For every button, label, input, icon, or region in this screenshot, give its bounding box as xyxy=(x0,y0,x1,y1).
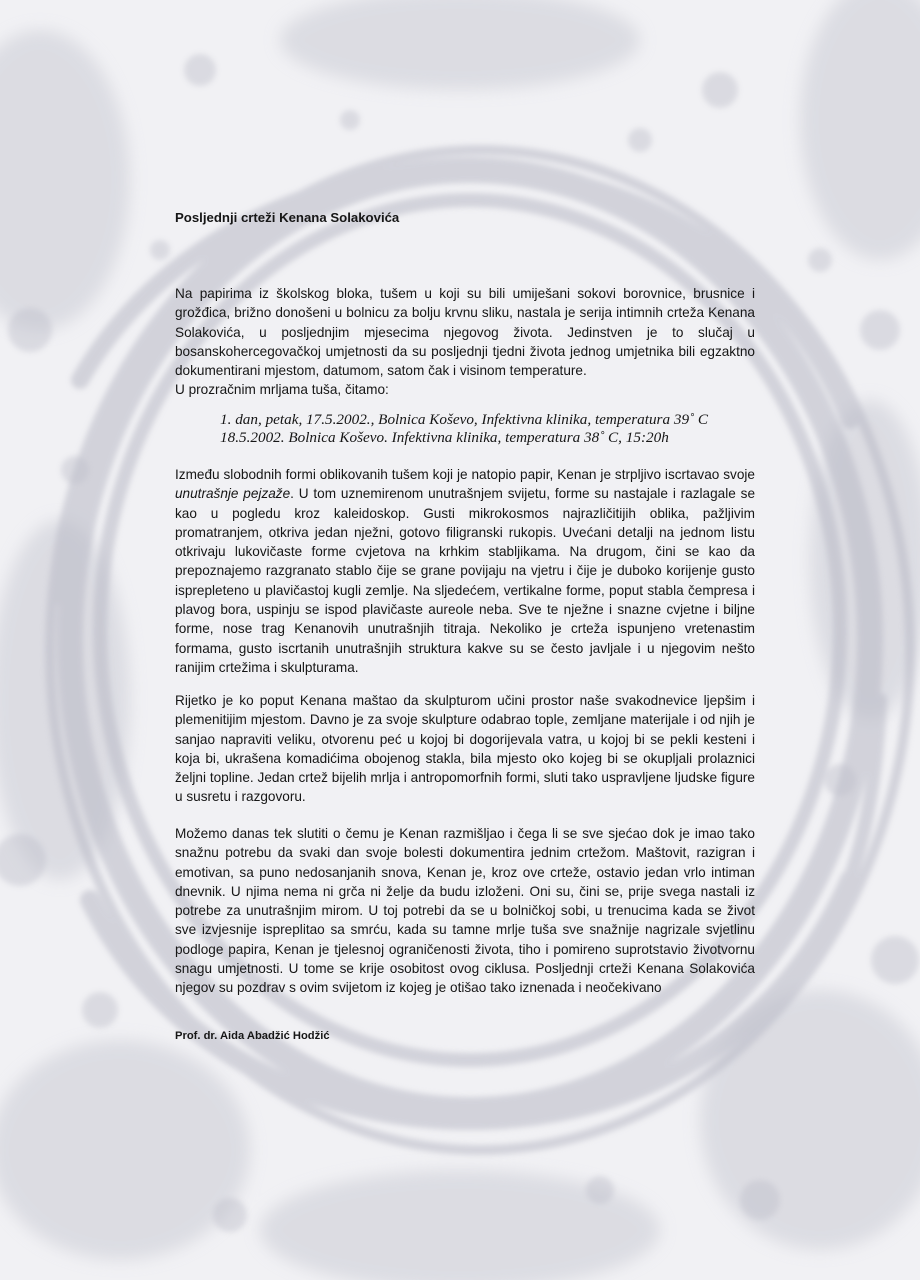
author-signature: Prof. dr. Aida Abadžić Hodžić xyxy=(175,1030,330,1042)
document-page xyxy=(175,0,755,1280)
paragraph-text: . U tom uznemirenom unutrašnjem svijetu, forme su nastajale i razlagale se kao u pogledu kroz kaleidoskop. Gusti mikrokosmos najrazličitijih oblika, pažljivim promatranjem, otkriva jedan nježni, gotovo filigranski rukopis. Uvećani detalji na jednom listu otkrivaju lukovičaste forme cvjetova na krhkim stabljikama. Na drugom, čini se kao da prepoznajemo razgranato stablo čije se grane povijaju na vjetru i čije je duboko korijenje gusto isprepleteno u plavičastoj kugli zemlje. Na sljedećem, vertikalne forme, poput stabla čempresa i plavog bora, uspinju se ispod plavičaste aureole neba. Sve te nježne i snazne cvjetne i biljne forme, nose trag Kenanovih unutrašnjih titraja. Nekoliko je crteža ispunjeno vretenastim formama, gusto iscrtanih unutrašnjih struktura kakve su se često javljale i u njegovim nešto ranijim crtežima i skulpturama. xyxy=(175,486,755,675)
paragraph-inner-landscapes xyxy=(175,465,755,677)
paragraph-intro xyxy=(175,284,755,400)
document-title: Posljednji crteži Kenana Solakovića xyxy=(175,210,400,225)
paragraph-conclusion xyxy=(175,824,755,998)
intro-last-line: U prozračnim mrljama tuša, čitamo: xyxy=(175,382,389,398)
paragraph-text: Možemo danas tek slutiti o čemu je Kenan razmišljao i čega li se sve sjećao dok je imao tako snažnu potrebu da svaki dan svoje bolesti dokumentira jednim crtežom. Maštovit, razigran i emotivan, sa puno nedosanjanih snova, Kenan je, kroz ove crteže, ostavio jedan vrlo intiman dnevnik. U njima nema ni grča ni želje da budu izloženi. Oni su, čini se, prije svega nastali iz potrebe za unutrašnjim mirom. U toj potrebi da se u bolničkoj sobi, u trenucima kada se život sve izvjesnije ispreplitao sa smrću, kada su tamne mrlje tuša sve snažnije nagrizale svjetlinu podloge papira, Kenan je tjelesnoj ograničenosti života, tiho i pomireno suprotstavio životvornu snagu umjetnosti. U tome se krije osobitost ovog ciklusa. xyxy=(175,826,755,977)
emphasized-text: unutrašnje pejzaže xyxy=(175,486,291,502)
paragraph-text: Posljednji crteži Kenana Solakovića njegov su pozdrav s ovim svijetom iz kojeg je otišao tako iznenada i neočekivano xyxy=(175,961,755,996)
paragraph-text: Između slobodnih formi oblikovanih tušem koji je natopio papir, Kenan je strpljivo iscrtavao svoje xyxy=(175,467,755,482)
diary-entry: 1. dan, petak, 17.5.2002., Bolnica Koševo, Infektivna klinika, temperatura 39˚ C xyxy=(220,411,709,428)
diary-entries xyxy=(220,411,708,447)
diary-entry: 18.5.2002. Bolnica Koševo. Infektivna klinika, temperatura 38˚ C, 15:20h xyxy=(220,429,669,446)
paragraph-sculpture: Rijetko je ko poput Kenana maštao da skulpturom učini prostor naše svakodnevice ljepšim i plemenitijim mjestom. Davno je za svoje skulpture odabrao tople, zemljane materijale i od njih je sanjao napraviti veliku, otvorenu peć u kojoj bi dogorijevala vatra, u kojoj bi se pekli kesteni i koja bi, ukrašena komadićima obojenog stakla, bila mjesto oko kojeg bi se okupljali prolaznici željni topline. Jedan crtež bijelih mrlja i antropomorfnih formi, sluti tako uspravljene ljudske figure u susretu i razgovoru. xyxy=(175,693,755,805)
intro-text: Na papirima iz školskog bloka, tušem u koji su bili umiješani sokovi borovnice, brusnice i grožđica, brižno donošeni u bolnicu za bolju krvnu sliku, nastala je serija intimnih crteža Kenana Solakovića, u posljednjim mjesecima njegovog života. Jedinstven je to slučaj u bosanskohercegovačkoj umjetnosti da su posljednji tjedni života jednog umjetnika bili egzaktno dokumentirani mjestom, datumom, satom čak i visinom temperature. xyxy=(175,286,755,379)
